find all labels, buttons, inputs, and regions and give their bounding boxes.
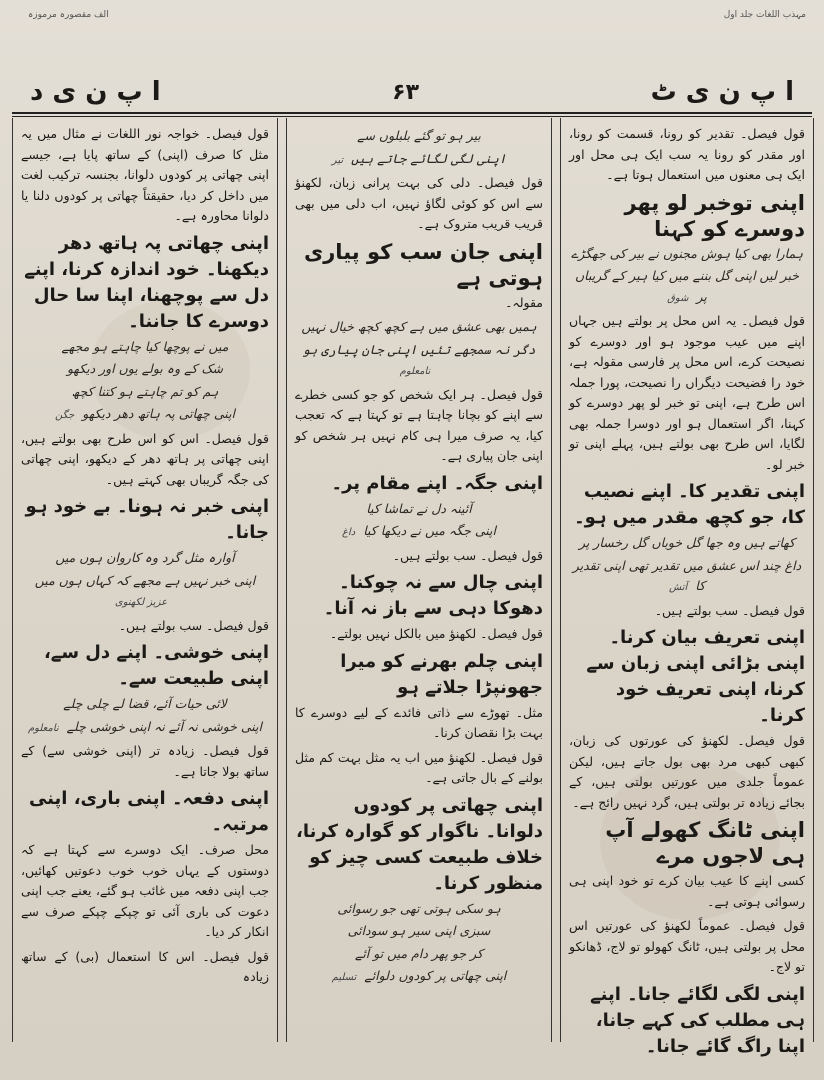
header-rule-thin <box>12 116 812 117</box>
idiom-heading: اپنی تعریف بیان کرنا۔ اپنی بڑائی اپنی زبان سے کرنا، اپنی تعریف خود کرنا۔ <box>586 627 805 726</box>
verse-text: اپنی جگہ میں نے دیکھا کیا <box>363 523 496 538</box>
idiom-heading: اپنی چال سے نہ چوکنا۔ دھوکا دہی سے باز نہ آنا۔ <box>323 572 543 619</box>
poet-name: داغ <box>341 527 356 538</box>
entry-text: مقولہ۔ <box>505 294 543 310</box>
verse-line: آئینہ دل نے تماشا کیا <box>366 500 472 516</box>
header-left-title: ا پ ن ی د <box>30 77 161 107</box>
running-head-right: مہذب اللغات جلد اول <box>723 10 806 20</box>
verse-line <box>21 717 269 740</box>
verse-line <box>295 966 543 989</box>
verse-text: اپنی چھاتی پہ ہاتھ دھر دیکھو <box>82 406 236 421</box>
verse-line: لائی حیات آئے، قضا لے چلی چلے <box>63 696 227 711</box>
idiom-heading: اپنی خوشی۔ اپنے دل سے، اپنی طبیعت سے۔ <box>43 642 269 689</box>
poet-name: تسلیم <box>331 972 357 983</box>
verse-line: ہمیں بھی عشق میں ہے کچھ کچھ خیال نہیں <box>301 319 537 334</box>
verse-line: ہو سکی ہوتی تھی جو رسوائی <box>337 900 501 916</box>
entry-text: قول فیصل۔ یہ اس محل پر بولتے ہیں جہاں اپنے میں عیب موجود ہو اور دوسرے کو نصیحت کرے، اس محل پر فارسی مقولہ ہے، خود را فضیحت دیگراں را نصیحت، پورا جملہ اس طرح ہے، اپنی تو خبر لو پھر دوسرے کو کہنا، اگر استعمال ہو اور دوسرا جملہ بھی لگایا، اس طرح بھی بولتے ہیں، پہلے اپنی تو خبر لو۔ <box>569 313 805 472</box>
poet-name: شوق <box>667 292 689 304</box>
entry-text: قول فیصل۔ لکھنؤ میں اب یہ مثل بہت کم مثل بولنے کے بال جاتی ہے۔ <box>295 749 543 785</box>
entry-text: قول فیصل۔ اس کا استعمال (بی) کے ساتھ زیادہ <box>21 948 269 984</box>
verse-line: کھاتے ہیں وہ جھا گل خوباں گل رخسار پر <box>578 535 795 550</box>
entry-text: قول فیصل۔ زیادہ تر (اپنی خوشی سے) کے ساتھ بولا جاتا ہے۔ <box>21 743 269 779</box>
idiom-heading: اپنی ٹانگ کھولے آپ ہی لاجوں مرے <box>605 818 805 868</box>
verse-line <box>569 556 805 599</box>
verse-line: میں نے پوچھا کیا چاہتے ہو مجھے <box>61 338 229 354</box>
verse-line: ہم کو تم چاہتے ہو کتنا کچھ <box>71 383 219 399</box>
poet-name: آتش <box>668 582 688 593</box>
header-right-title: ا پ ن ی ٹ <box>650 77 794 107</box>
entry-text: قول فیصل۔ دلی کی بہت پرانی زبان، لکھنؤ سے اس کو کوئی لگاؤ نہیں، اب دلی میں بھی قریب قریب متروک ہے۔ <box>295 175 543 231</box>
entry-text: محل صرف۔ ایک دوسرے سے کہتا ہے کہ دوستوں کے یہاں خوب خوب دعوتیں کھائیں، جب اپنی دفعہ میں غائب ہو گئے، یعنے جب اپنی دعوت کی باری آئی تو چپکے چپکے صرف سے انکار کر دیا۔ <box>21 842 269 939</box>
entry-text: قول فیصل۔ سب بولتے ہیں۔ <box>118 617 269 633</box>
verse-text: اپنی لگی لگائے جاتے ہیں <box>351 150 507 166</box>
verse-text: خبر لیں اپنی گل بننے میں کیا ہیر کے گریباں پر <box>574 268 800 304</box>
verse-line <box>569 266 805 309</box>
idiom-heading: اپنی چلم بھرنے کو میرا جھونپڑا جلاتے ہو <box>340 650 543 698</box>
verse-text: داغ چند اس عشق میں تقدیر تھی اپنی تقدیر کا <box>572 557 802 593</box>
idiom-heading: اپنی لگی لگائے جانا۔ اپنے ہی مطلب کی کہے جانا، اپنا راگ گائے جانا۔ <box>590 983 805 1057</box>
idiom-heading: اپنی خبر نہ ہونا۔ بے خود ہو جانا۔ <box>25 496 269 543</box>
idiom-heading: اپنی جگہ۔ اپنے مقام پر۔ <box>331 472 543 494</box>
poet-name: جگن <box>54 410 75 421</box>
idiom-heading: اپنی توخبر لو پھر دوسرے کو کہنا <box>624 190 805 241</box>
entry-text: قول فیصل۔ اس کو اس طرح بھی بولتے ہیں، اپنی چھاتی پر ہاتھ دھر کے دیکھو، اپنی چھاتی کی جگہ گریباں بھی کہتے ہیں۔ <box>21 430 269 487</box>
poet-name: نامعلوم <box>27 722 59 734</box>
idiom-heading: اپنی چھاتی پر کودوں دلوانا۔ ناگوار کو گوارہ کرنا، خلاف طبیعت کسی چیز کو منظور کرنا۔ <box>296 794 543 894</box>
verse-line: شک کے وہ بولے یوں اور دیکھو <box>66 361 224 376</box>
idiom-heading: اپنی تقدیر کا۔ اپنے نصیب کا، جو کچھ مقدر میں ہو۔ <box>574 481 805 528</box>
page-number: ۶۳ <box>392 79 420 105</box>
poet-name: عزیز لکھنوی <box>114 597 168 608</box>
verse-line <box>295 340 543 383</box>
entry-text: قول فیصل۔ لکھنؤ کی عورتوں کی زبان، کبھی کبھی مرد بھی بول جاتے ہیں، لیکن عموماً جلدی میں عورتیں بولتی ہیں، کے بجائے زیادہ تر بولتی ہیں، گرد نہیں رائج ہے۔ <box>569 733 805 810</box>
entry-text: قول فیصل۔ سب بولتے ہیں۔ <box>392 547 543 563</box>
verse-line: سبزی اپنی سیر ہو سودائی <box>347 923 491 938</box>
header-rule <box>12 112 812 114</box>
poet-name: نامعلوم <box>399 366 431 377</box>
verse-text: دگر نہ سمجھے تئیں اپنی جان پیاری ہو <box>302 341 536 357</box>
idiom-heading: اپنی دفعہ۔ اپنی باری، اپنی مرتبہ۔ <box>28 788 269 835</box>
verse-line: آوارہ مثل گرد وہ کاروان ہوں میں <box>55 550 235 565</box>
idiom-heading: اپنی جان سب کو پیاری ہوتی ہے <box>303 239 543 290</box>
verse-line <box>21 571 269 614</box>
entry-text: کسی اپنے کا عیب بیان کرے تو خود اپنی ہی رسوائی ہوتی ہے۔ <box>569 873 805 909</box>
verse-line: کر جو پھر دام میں تو آئے <box>355 945 483 961</box>
entry-text: مثل۔ تھوڑے سے ذاتی فائدے کے لیے دوسرے کا بہت بڑا نقصان کرنا۔ <box>295 704 543 740</box>
verse-line <box>295 521 543 544</box>
verse-line: بیر ہو تو گئے بلبلوں سے <box>357 128 481 143</box>
entry-text: قول فیصل۔ سب بولتے ہیں۔ <box>654 602 805 618</box>
verse-line <box>295 149 543 172</box>
verse-text: اپنی چھاتی پر کودوں دلوائے <box>364 968 507 983</box>
entry-text: قول فیصل۔ ہر ایک شخص کو جو کسی خطرے سے اپنے کو بچانا چاہتا ہے تو کہتا ہے کہ تعجب کیا، یہ صرف میرا ہی کام نہیں ہر شخص کو اپنی جان پیاری ہے۔ <box>295 386 543 463</box>
verse-line: ہمارا بھی کیا ہوش مجنوں نے بیر کی جھگڑے <box>571 245 803 261</box>
idiom-heading: اپنی چھاتی پہ ہاتھ دھر دیکھنا۔ خود اندازہ کرنا، اپنے دل سے پوچھنا، اپنا سا حال دوسرے کا جاننا۔ <box>24 232 269 332</box>
verse-line <box>21 404 269 427</box>
entry-text: قول فیصل۔ تقدیر کو رونا، قسمت کو رونا، اور مقدر کو رونا یہ سب ایک ہی محل اور ایک ہی معنوں میں استعمال ہوتا ہے۔ <box>569 126 805 182</box>
entry-text: قول فیصل۔ عموماً لکھنؤ کی عورتیں اس محل پر بولتی ہیں، ٹانگ کھولو تو لاج، ڈھانکو تو لاج۔ <box>569 918 805 974</box>
verse-text: اپنی خبر نہیں ہے مجھے کہ کہاں ہوں میں <box>34 572 256 588</box>
poet-name: تیر <box>331 154 344 166</box>
page-header <box>10 72 814 112</box>
column-left <box>12 118 278 1042</box>
column-middle <box>286 118 552 1042</box>
running-head-left: الف مقصورہ مرموزہ <box>28 10 109 20</box>
column-right <box>560 118 814 1057</box>
entry-text: قول فیصل۔ خواجہ نور اللغات نے مثال میں یہ مثل کا صرف (اپنی) کے ساتھ پایا ہے، جیسے اپنی چھاتی پر کودوں دلوانا، بجنسہ ترکیب لغت میں داخل کر دیا، حقیقتاً چھاتی پر کودوں دلنا یا دلوانا محاورہ ہے۔ <box>21 126 269 223</box>
verse-text: اپنی خوشی نہ آئے نہ اپنی خوشی چلے <box>66 718 262 734</box>
entry-text: قول فیصل۔ لکھنؤ میں بالکل نہیں بولتے۔ <box>329 626 543 641</box>
